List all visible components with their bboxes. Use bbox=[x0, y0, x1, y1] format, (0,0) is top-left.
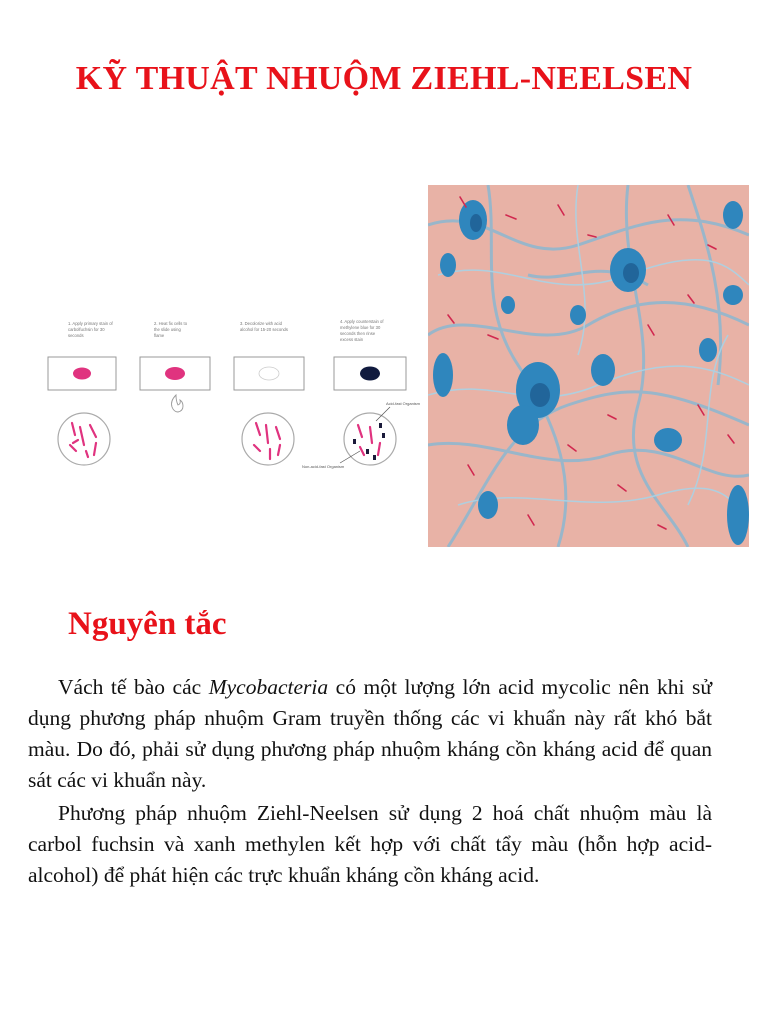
svg-text:excess stain: excess stain bbox=[340, 337, 364, 342]
step-2-caption: 2. Heat fix cells to bbox=[154, 321, 188, 326]
step-4 bbox=[302, 319, 420, 469]
step-4-caption: 4. Apply counterstain of bbox=[340, 319, 384, 324]
field-circle-4 bbox=[344, 413, 396, 465]
stain-spot-4 bbox=[360, 367, 380, 381]
svg-text:seconds then rinse: seconds then rinse bbox=[340, 331, 376, 336]
page-title: KỸ THUẬT NHUỘM ZIEHL-NEELSEN bbox=[75, 60, 693, 97]
svg-text:methylene blue for 30: methylene blue for 30 bbox=[340, 325, 381, 330]
step-2 bbox=[140, 321, 210, 412]
section-heading-principle: Nguyên tắc bbox=[68, 606, 227, 642]
step-3-caption: 3. Decolorize with acid bbox=[240, 321, 282, 326]
stain-spot-3 bbox=[259, 367, 279, 380]
svg-text:alcohol for 15-20 seconds: alcohol for 15-20 seconds bbox=[240, 327, 288, 332]
svg-text:the slide using: the slide using bbox=[154, 327, 181, 332]
non-acid-fast-label: Non-acid-fast Organism bbox=[302, 464, 345, 469]
body-text bbox=[28, 672, 712, 893]
step-3 bbox=[234, 321, 304, 465]
svg-text:seconds: seconds bbox=[68, 333, 84, 338]
mycobacteria-term: Mycobacteria bbox=[208, 675, 329, 699]
paragraph-2: Phương pháp nhuộm Ziehl-Neelsen sử dụng 2 hoá chất nhuộm màu là carbol fuchsin và xanh methylen kết hợp với chất tẩy màu (hỗn hợp acid-alcohol) để phát hiện các trực khuẩn kháng cồn kháng acid. bbox=[28, 801, 712, 887]
step-1-caption: 1. Apply primary stain of bbox=[68, 321, 113, 326]
stain-spot-2 bbox=[165, 367, 185, 380]
paragraph-1-before: Vách tế bào các bbox=[58, 675, 209, 699]
acid-fast-label: Acid-fast Organism bbox=[386, 401, 420, 406]
step-1 bbox=[48, 321, 116, 465]
paragraph-1 bbox=[28, 672, 712, 796]
field-circle-1 bbox=[58, 413, 110, 465]
stain-spot-1 bbox=[73, 368, 91, 380]
flame-icon bbox=[172, 395, 184, 412]
svg-text:flame: flame bbox=[154, 333, 165, 338]
svg-text:carbolfuchsin for 30: carbolfuchsin for 30 bbox=[68, 327, 105, 332]
paragraph-1-after: có một lượng lớn acid mycolic nên khi sử dụng phương pháp nhuộm Gram truyền thống các vi khuẩn này rất khó bắt màu. Do đó, phải sử dụng phương pháp nhuộm kháng cồn kháng acid để quan sát các vi khuẩn này. bbox=[28, 675, 712, 792]
ziehl-neelsen-micrograph bbox=[428, 185, 749, 547]
staining-procedure-diagram bbox=[40, 305, 420, 475]
